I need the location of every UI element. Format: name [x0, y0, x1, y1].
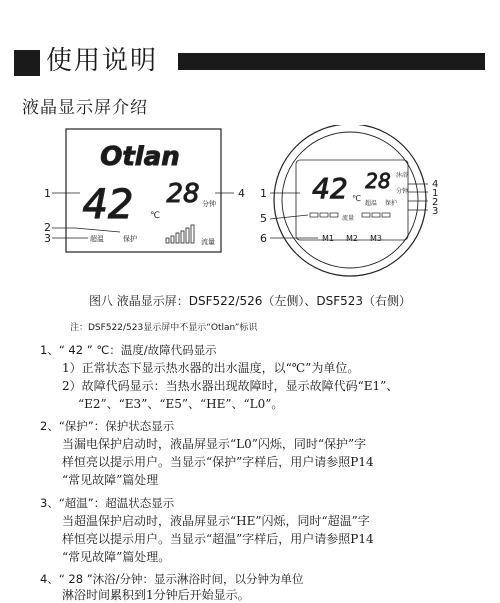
- right-mode-m2: M2: [346, 234, 358, 243]
- left-label-overtemp: 超温: [90, 235, 104, 243]
- right-callout-4: 4: [432, 179, 439, 190]
- left-flow-bars: [166, 225, 194, 243]
- right-callout-6: 6: [260, 232, 267, 245]
- right-label-bath: 沐浴: [396, 172, 409, 179]
- right-mode-m3: M3: [370, 234, 382, 243]
- item-3-line-1: 当超温保护启动时，液晶屏显示“HE”闪烁，同时“超温”字: [62, 514, 370, 528]
- right-callout-1: 1: [260, 187, 267, 200]
- right-label-min: 分钟: [396, 188, 409, 195]
- header-bar: [178, 53, 485, 70]
- left-callout-3: 3: [44, 232, 51, 245]
- right-label-overtemp: 超温: [365, 200, 378, 207]
- left-label-flow: 流量: [201, 238, 215, 246]
- section-title: 液晶显示屏介绍: [22, 98, 148, 118]
- item-2-heading: 2、“保护”：保护状态显示: [40, 419, 175, 433]
- left-min-value: 28: [166, 179, 200, 209]
- item-2-line-2: 样恒亮以提示用户。当显示“保护”字样后，用户请参照P14: [62, 455, 374, 469]
- item-1-line-1: 1）正常状态下显示热水器的出水温度，以“℃”为单位。: [62, 361, 360, 375]
- left-min-unit: 分钟: [202, 200, 216, 208]
- item-2-line-1: 当漏电保护启动时，液晶屏显示“L0”闪烁，同时“保护”字: [62, 437, 367, 451]
- item-3-heading: 3、“超温”：超温状态显示: [40, 496, 175, 510]
- header-square-mark: [14, 50, 40, 76]
- lcd-figure: [0, 125, 500, 285]
- right-callout-1b: 1: [432, 188, 439, 199]
- right-callout-5: 5: [260, 212, 267, 225]
- left-label-protect: 保护: [123, 235, 137, 243]
- right-callout-3: 3: [432, 206, 439, 217]
- item-4-line-1: 淋浴时间累积到1分钟后开始显示。: [62, 588, 250, 602]
- left-big-temp: 42: [82, 182, 134, 228]
- left-callout-1: 1: [44, 187, 51, 200]
- right-label-flow: 流量: [342, 215, 355, 222]
- item-3-line-3: “常见故障”篇处理。: [62, 550, 171, 564]
- right-min-value: 28: [365, 169, 391, 193]
- left-callout-4: 4: [238, 187, 245, 200]
- item-1-line-3: “E2”、“E3”、“E5”、“HE”、“L0”。: [78, 397, 284, 411]
- right-mode-m1: M1: [322, 234, 334, 243]
- item-1-line-2: 2）故障代码显示：当热水器出现故障时，显示故障代码“E1”、: [62, 379, 399, 393]
- brand-logo: Otlan: [100, 142, 180, 172]
- item-2-line-3: “常见故障”篇处理: [62, 473, 159, 487]
- left-temp-unit: ℃: [150, 211, 161, 221]
- right-callout-2: 2: [432, 197, 439, 208]
- figure-caption: 图八 液晶显示屏：DSF522/526（左侧）、DSF523（右侧）: [88, 294, 412, 308]
- page-title: 使用说明: [46, 46, 159, 76]
- item-4-heading: 4、“ 28 ”沐浴/分钟：显示淋浴时间，以分钟为单位: [40, 572, 304, 586]
- left-callout-2: 2: [44, 221, 51, 234]
- figure-note: 注：DSF522/523显示屏中不显示“Otlan”标识: [70, 323, 258, 333]
- right-temp-unit: ℃: [352, 194, 361, 203]
- right-big-temp: 42: [312, 172, 348, 205]
- item-3-line-2: 样恒亮以提示用户。当显示“超温”字样后，用户请参照P14: [62, 532, 374, 546]
- left-lcd-panel: [44, 129, 245, 252]
- right-lcd-panel: [260, 125, 438, 276]
- item-1-heading: 1、“ 42 ” ℃：温度/故障代码显示: [40, 343, 217, 357]
- right-label-protect: 保护: [385, 200, 398, 207]
